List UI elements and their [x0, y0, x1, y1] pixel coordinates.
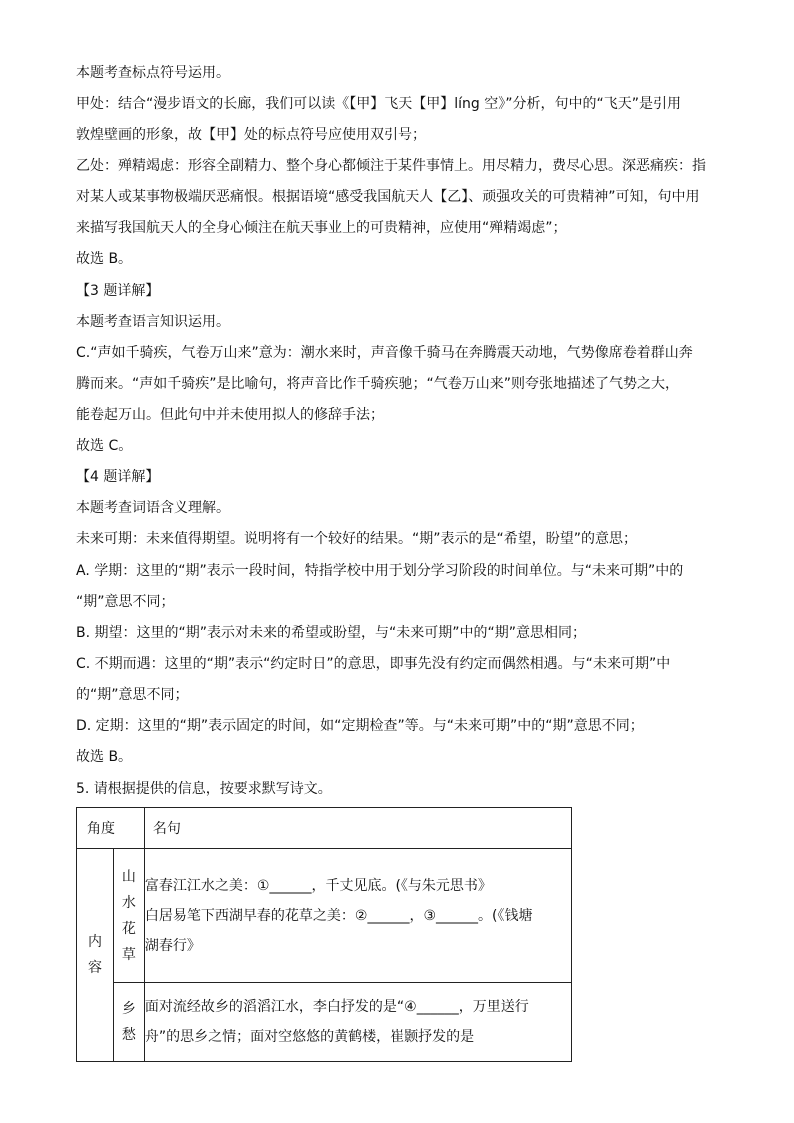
text-line: “期”意思不同； [76, 594, 175, 610]
text-line: 敦煌壁画的形象，故【甲】处的标点符号应使用双引号； [76, 127, 426, 143]
poem-table [76, 807, 572, 1062]
section-heading: 【4 题详解】 [76, 469, 160, 485]
table-row [77, 849, 572, 983]
row-text-homesick: 面对流经故乡的滔滔江水，李白抒发的是“④______，万里送行 舟”的思乡之情；面对空悠悠的黄鹤楼，崔颢抒发的是 [144, 983, 571, 1062]
text-line: 的“期”意思不同； [76, 687, 189, 703]
text-line: 本题考查标点符号运用。 [76, 65, 230, 81]
text-line: 故选 B。 [76, 251, 133, 267]
header-quote: 名句 [144, 808, 571, 849]
text-line: C.“声如千骑疾，气卷万山来”意为：潮水来时，声音像千骑马在奔腾震天动地，气势像席卷着群山奔 [76, 345, 693, 361]
text-line: A. 学期：这里的“期”表示一段时间，特指学校中用于划分学习阶段的时间单位。与“未来可期”中的 [76, 563, 684, 579]
text-line: 本题考查语言知识运用。 [76, 314, 230, 330]
content-label: 内 容 [77, 849, 114, 1062]
text-line: 乙处：殚精竭虑：形容全副精力、整个身心都倾注于某件事情上。用尽精力，费尽心思。深恶痛疾：指 [76, 158, 706, 174]
text-line: 甲处：结合“漫步语文的长廊，我们可以读《【甲】飞天【甲】líng 空》”分析，句中的“飞天”是引用 [76, 96, 681, 112]
text-line: 腾而来。“声如千骑疾”是比喻句，将声音比作千骑疾驰；“气卷万山来”则夸张地描述了气势之大， [76, 376, 680, 392]
question-title: 5. 请根据提供的信息，按要求默写诗文。 [76, 781, 332, 797]
header-angle: 角度 [77, 808, 145, 849]
text-line: 故选 C。 [76, 438, 133, 454]
table-row [77, 983, 572, 1062]
text-line: B. 期望：这里的“期”表示对未来的希望或盼望，与“未来可期”中的“期”意思相同； [76, 625, 587, 641]
text-line: 能卷起万山。但此句中并未使用拟人的修辞手法； [76, 407, 384, 423]
row-text-landscape: 富春江江水之美：①______，千丈见底。(《与朱元思书》 白居易笔下西湖早春的花草之美：②______，③______。(《钱塘 湖春行》 [144, 849, 571, 983]
section-heading: 【3 题详解】 [76, 283, 160, 299]
text-line: D. 定期：这里的“期”表示固定的时间，如“定期检查”等。与“未来可期”中的“期”意思不同； [76, 718, 644, 734]
row-label-homesick: 乡 愁 [113, 983, 144, 1062]
text-line: 本题考查词语含义理解。 [76, 500, 230, 516]
text-line: C. 不期而遇：这里的“期”表示“约定时日”的意思，即事先没有约定而偶然相遇。与“未来可期”中 [76, 656, 671, 672]
text-line: 对某人或某事物极端厌恶痛恨。根据语境“感受我国航天人【乙】、顽强攻关的可贵精神”可知，句中用 [76, 189, 700, 205]
text-line: 未来可期：未来值得期望。说明将有一个较好的结果。“期”表示的是“希望，盼望”的意思； [76, 531, 638, 547]
row-label-landscape: 山 水 花 草 [113, 849, 144, 983]
text-line: 故选 B。 [76, 749, 133, 765]
text-line: 来描写我国航天人的全身心倾注在航天事业上的可贵精神，应使用“殚精竭虑”； [76, 220, 567, 236]
table-header-row [77, 808, 572, 849]
